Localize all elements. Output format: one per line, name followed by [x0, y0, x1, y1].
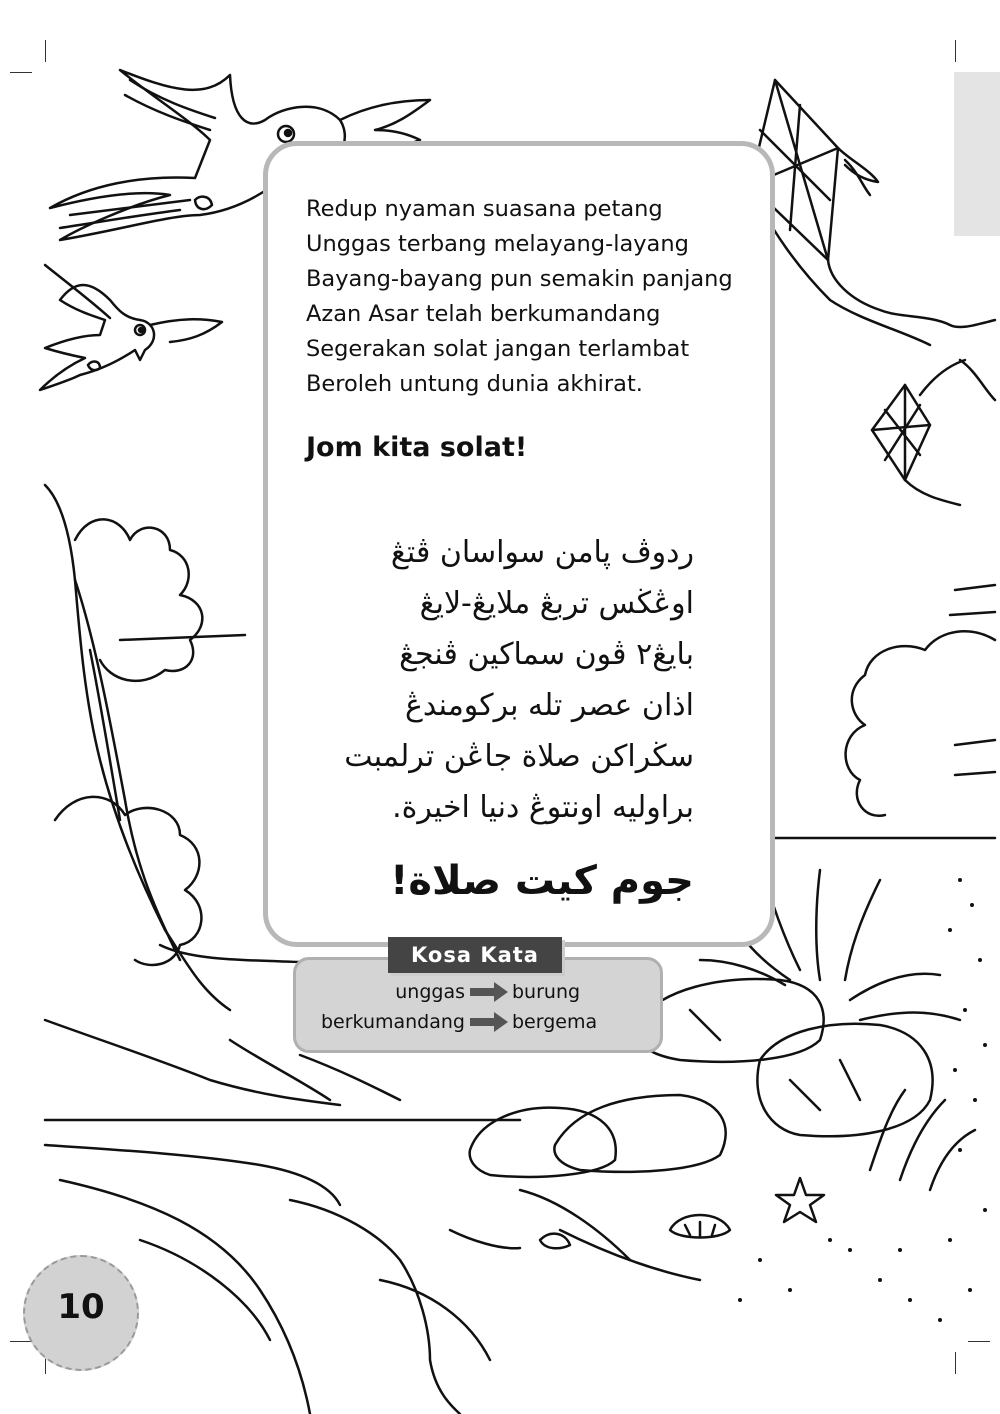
- poem-line: Beroleh untung dunia akhirat.: [306, 371, 643, 397]
- poem-jawi-line: اوڠڬس تربڠ ملايڠ-لايڠ: [419, 586, 694, 621]
- kite-large-icon: [750, 80, 995, 345]
- call-to-prayer-jawi: جوم كيت صلاة!: [390, 858, 694, 904]
- bird-small-icon: [40, 265, 222, 390]
- poem-line: Bayang-bayang pun semakin panjang: [306, 266, 733, 292]
- starfish-icon: [776, 1178, 824, 1222]
- poem-jawi-line: سڬراكن صلاة جاڠن ترلمبت: [344, 739, 694, 774]
- poem-line: Unggas terbang melayang-layang: [306, 231, 689, 257]
- poem-jawi-line: بايڠ٢ ڤون سماكين ڤنجڠ: [399, 637, 694, 672]
- shell-icon: [540, 1215, 730, 1248]
- vocab-definition: bergema: [512, 1011, 598, 1033]
- vocab-definition: burung: [512, 981, 581, 1003]
- kite-small-icon: [872, 385, 960, 505]
- vocab-term: unggas: [395, 981, 465, 1003]
- poem-line: Azan Asar telah berkumandang: [306, 301, 661, 327]
- page-number: 10: [57, 1287, 105, 1327]
- shoreline: [45, 1120, 700, 1414]
- call-to-prayer-latin: Jom kita solat!: [306, 432, 528, 463]
- poem-line: Redup nyaman suasana petang: [306, 196, 663, 222]
- poem-jawi-line: ردوڤ ڽامن سواسان ڤتڠ: [390, 535, 694, 570]
- poem-latin: [306, 192, 766, 402]
- poem-jawi-line: براوليه اونتوڠ دنيا اخيرة.: [392, 790, 694, 825]
- poem-jawi: [300, 527, 694, 833]
- arrow-right-icon: [468, 1011, 510, 1033]
- poem-jawi-line: اذان عصر تله بركومندڠ: [405, 688, 694, 723]
- vocab-title: Kosa Kata: [388, 937, 562, 973]
- vocab-term: berkumandang: [320, 1011, 465, 1033]
- arrow-right-icon: [468, 981, 510, 1003]
- poem-line: Segerakan solat jangan terlambat: [306, 336, 690, 362]
- sand-dots: [738, 878, 987, 1322]
